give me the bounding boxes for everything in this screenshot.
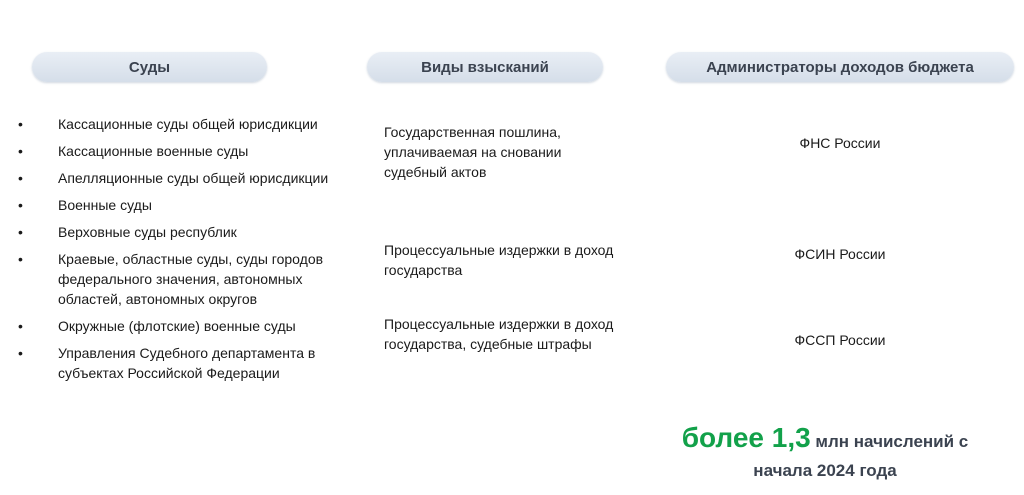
budget-administrators-header xyxy=(666,52,1014,82)
list-item xyxy=(18,343,348,383)
courts-header-label: Суды xyxy=(128,58,171,76)
bullet-icon: • xyxy=(18,345,23,361)
bullet-icon: • xyxy=(18,170,23,186)
list-item xyxy=(18,168,348,188)
list-item xyxy=(18,316,348,336)
court-name: Краевые, областные суды, суды городов федерального значения, автономных областей, автономных округов xyxy=(58,251,324,307)
court-name: Кассационные суды общей юрисдикции xyxy=(58,116,318,132)
bullet-icon: • xyxy=(18,224,23,240)
accruals-statistic xyxy=(640,421,1010,482)
budget-administrators-header-label: Администраторы доходов бюджета xyxy=(706,58,974,76)
list-item xyxy=(18,249,348,309)
court-name: Апелляционные суды общей юрисдикции xyxy=(58,170,329,186)
administrator-fns: ФНС России xyxy=(799,135,881,151)
courts-list xyxy=(18,114,348,390)
list-item xyxy=(18,222,348,242)
administrator-fsin: ФСИН России xyxy=(794,246,886,262)
court-name: Управления Судебного департамента в субъектах Российской Федерации xyxy=(58,345,316,381)
collection-type-state-duty: Государственная пошлина, уплачиваемая на сновании судебный актов xyxy=(384,124,562,180)
court-name: Верховные суды республик xyxy=(58,224,237,240)
bullet-icon: • xyxy=(18,318,23,334)
list-item xyxy=(18,195,348,215)
statistic-highlight: более 1,3 xyxy=(681,422,811,453)
bullet-icon: • xyxy=(18,197,23,213)
courts-header xyxy=(32,52,267,82)
list-item xyxy=(18,141,348,161)
list-item xyxy=(18,114,348,134)
court-name: Военные суды xyxy=(58,197,152,213)
bullet-icon: • xyxy=(18,143,23,159)
statistic-text: млн начислений с xyxy=(810,432,969,451)
bullet-icon: • xyxy=(18,116,23,132)
collection-types-header xyxy=(367,52,603,82)
court-name: Окружные (флотские) военные суды xyxy=(58,318,296,334)
bullet-icon: • xyxy=(18,251,23,267)
collection-types-header-label: Виды взысканий xyxy=(421,58,549,76)
statistic-line-2: начала 2024 года xyxy=(753,461,897,480)
court-name: Кассационные военные суды xyxy=(58,143,249,159)
collection-type-procedural-costs: Процессуальные издержки в доход государства xyxy=(384,242,614,278)
statistic-line-1 xyxy=(640,421,1010,460)
administrator-fssp: ФССП России xyxy=(794,332,886,348)
collection-type-costs-and-fines: Процессуальные издержки в доход государства, судебные штрафы xyxy=(384,316,614,352)
